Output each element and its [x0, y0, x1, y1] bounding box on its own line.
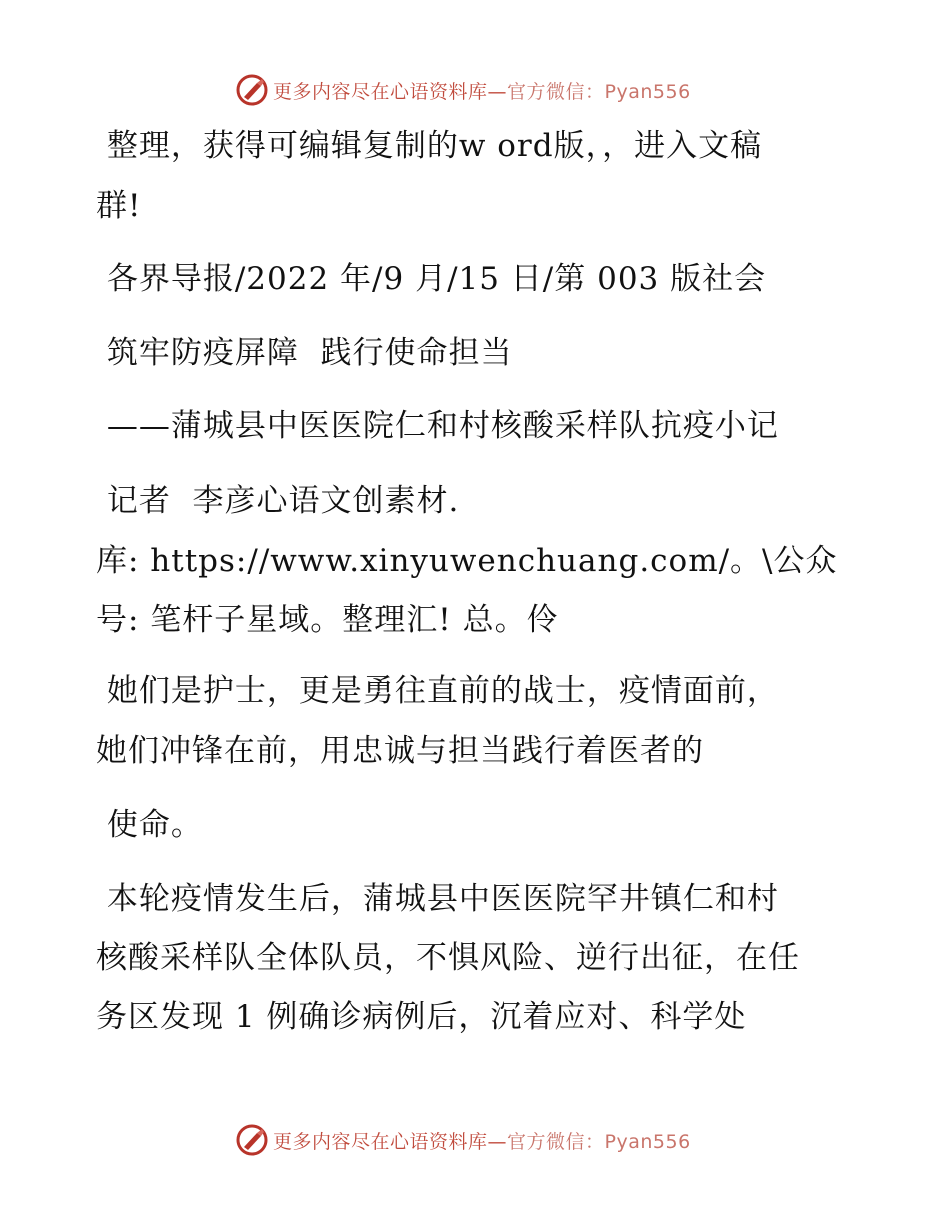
- banner-dash: —: [487, 80, 508, 103]
- banner-wechat-id: Pyan556: [604, 1130, 691, 1153]
- header-banner: [235, 72, 715, 108]
- text-line-11: 使命。: [96, 807, 203, 843]
- text-line-12: 本轮疫情发生后，蒲城县中医医院罕井镇仁和村: [96, 881, 779, 917]
- banner-dash: —: [487, 1130, 508, 1153]
- text-line-14: 务区发现 1 例确诊病例后，沉着应对、科学处: [96, 999, 747, 1035]
- brand-logo-icon: [235, 73, 269, 107]
- brand-logo-icon: [235, 1123, 269, 1157]
- banner-text: [273, 77, 691, 104]
- text-line-9: 她们是护士，更是勇往直前的战士，疫情面前，: [96, 673, 779, 709]
- article-subtitle: ——蒲城县中医医院仁和村核酸采样队抗疫小记: [96, 408, 779, 444]
- banner-wechat-id: Pyan556: [604, 80, 691, 103]
- text-line-2: 群!: [96, 188, 142, 224]
- banner-brand: 更多内容尽在心语资料库: [273, 1130, 488, 1153]
- footer-banner: [235, 1122, 715, 1158]
- article-title: 筑牢防疫屏障 践行使命担当: [96, 335, 513, 371]
- text-line-10: 她们冲锋在前，用忠诚与担当践行着医者的: [96, 733, 704, 769]
- text-line-8: 号: 笔杆子星域。整理汇! 总。伶: [96, 602, 559, 638]
- banner-wechat-label: 官方微信：: [507, 80, 605, 103]
- article-byline: 记者 李彦心语文创素材.: [96, 483, 460, 519]
- text-line-1: 整理，获得可编辑复制的w ord版，，进入文稿: [96, 128, 763, 164]
- banner-text: [273, 1127, 691, 1154]
- text-line-3: 各界导报/2022 年/9 月/15 日/第 003 版社会: [96, 261, 767, 297]
- banner-brand: 更多内容尽在心语资料库: [273, 80, 488, 103]
- text-line-13: 核酸采样队全体队员，不惧风险、逆行出征，在任: [96, 940, 800, 976]
- text-line-7: 库: https://www.xinyuwenchuang.com/。\公众: [96, 543, 838, 579]
- banner-wechat-label: 官方微信：: [507, 1130, 605, 1153]
